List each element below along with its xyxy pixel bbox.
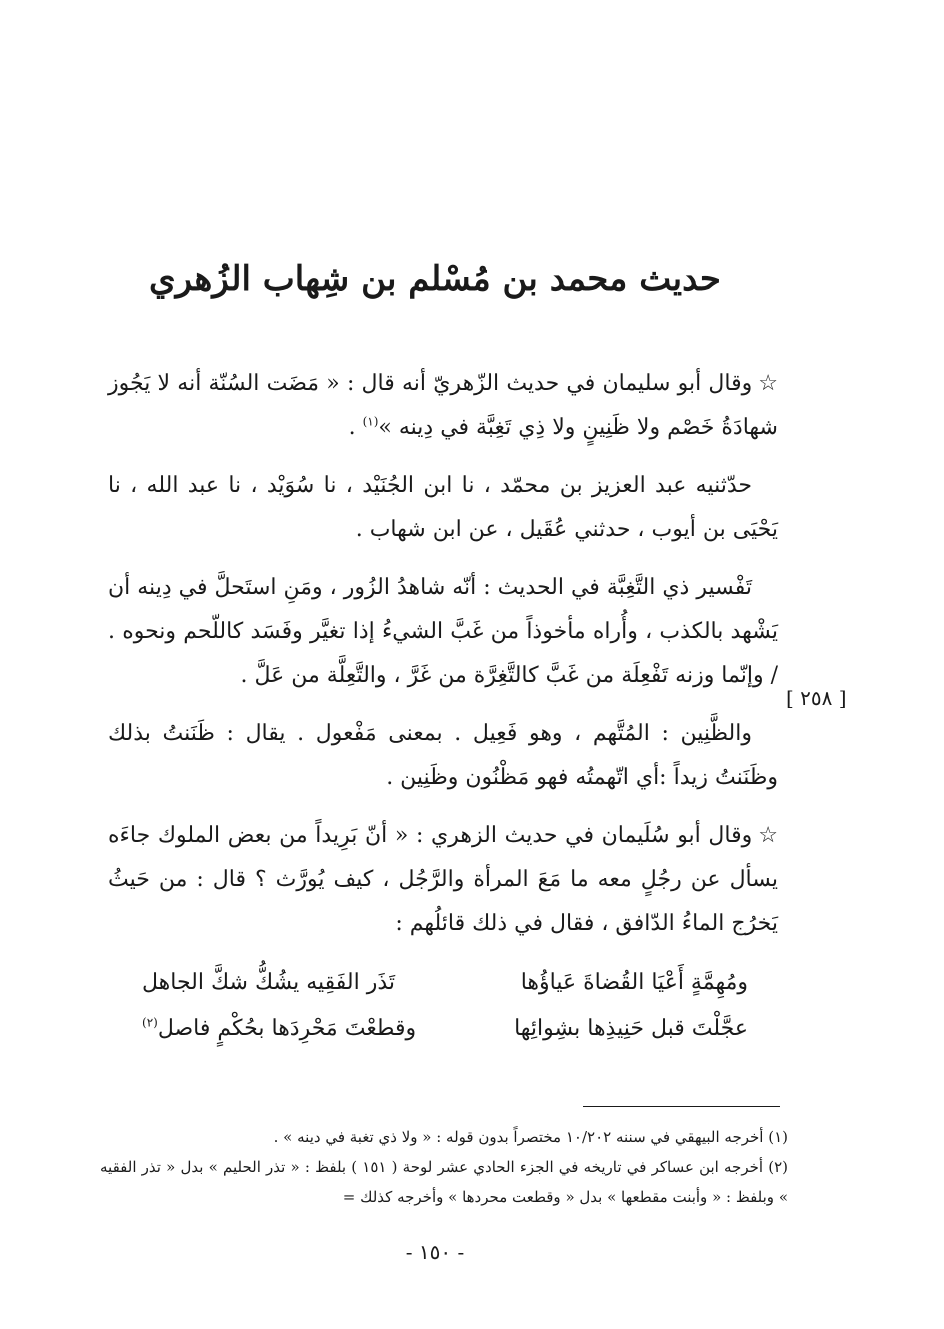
poem-verse-1: [108, 960, 778, 1006]
verse-2-second-hemistich: [142, 1006, 416, 1052]
verse-1-second-hemistich: تَذَر الفَقِيه يشُكُّ شكَّ الجاهل: [142, 970, 396, 995]
paragraph-3: تَفْسير ذي التَّغِبَّة في الحديث : أنّه شاهدُ الزُور ، ومَنِ استَحلَّ في دِينه أن يَشْهد بالكذب ، وأُراه مأخوذاً من غَبَّ الشيءُ إذا تغيَّر وفَسَد كاللّحم ونحوه . / وإنّما وزنه تَفْعِلَة من غَبَّ كالتَّغِرَّة من غَرَّ ، والتَّعِلَّة من عَلَّ .: [108, 575, 778, 688]
paragraph-1-text: وقال أبو سليمان في حديث الزّهريّ أنه قال : « مَضَت السُنّة أنه لا يَجُوز شهادَةُ خَصْم ولا ظَنِينٍ ولا ذِي تَغِبَّة في دِينه »: [108, 371, 778, 440]
poem-verse-2: [108, 1006, 778, 1052]
paragraph-1-end: .: [348, 415, 363, 440]
manuscript-folio-marker: [ ٢٥٨ ]: [786, 686, 847, 710]
paragraph-4: والظَّنِين : المُتَّهم ، وهو فَعِيل . بمعنى مَفْعول . يقال : ظَنَنتُ بذلك وظَنَنتُ زيداً :أي اتّهمتُه فهو مَظْنُون وظَنِين .: [108, 721, 778, 790]
star-icon: ☆: [758, 371, 778, 396]
paragraph-1: [108, 362, 778, 450]
page-number: - ١٥٠ -: [405, 1240, 465, 1264]
paragraph-5: [108, 814, 778, 946]
star-icon: ☆: [758, 823, 778, 848]
footnotes: [100, 1122, 788, 1212]
chapter-title: حديث محمد بن مُسْلم بن شِهاب الزُهري: [149, 258, 721, 299]
footnote-1: (١) أخرجه البيهقي في سننه ١٠/٢٠٢ مختصراً بدون قوله : « ولا ذي تغبة في دينه » .: [273, 1128, 788, 1146]
verse-2-second-hemistich-text: وقطعْتَ مَحْرِدَها بحُكْمٍ فاصل: [157, 1016, 417, 1041]
footnote-2: (٢) أخرجه ابن عساكر في تاريخه في الجزء الحادي عشر لوحة ( ١٥١ ) بلفظ : « تذر الحليم » بدل « تذر الفقيه » وبلفظ : « وأبنت مقطعها » بدل « وقطعت محردها » وأخرجه كذلك =: [100, 1158, 788, 1206]
verse-1-first-hemistich: ومُهِمَّةٍ أَعْيَا القُضاةَ عَياؤُها: [520, 970, 748, 995]
paragraph-2: حدّثنيه عبد العزيز بن محمّد ، نا ابن الجُنَيْد ، نا سُوَيْد ، نا عبد الله ، نا يَحْيَى بن أيوب ، حدثني عُقَيل ، عن ابن شهاب .: [108, 473, 778, 542]
footnote-ref-1: (١): [362, 414, 379, 429]
footnote-divider: [583, 1106, 780, 1107]
footnote-ref-2: (٢): [142, 1015, 158, 1030]
verse-2-first-hemistich: عجَّلْتَ قبل حَنِيذِها بشِوائِها: [514, 1016, 748, 1041]
paragraph-5-text: وقال أبو سُلَيمان في حديث الزهري : « أنّ بَرِيداً من بعض الملوك جاءَه يسأل عن رجُلٍ معه ما مَعَ المرأة والرَّجُل ، كيف يُورَّث ؟ قال : من حَيثُ يَخرُج الماءُ الدّافق ، فقال في ذلك قائلُهم :: [108, 823, 778, 936]
main-text: [108, 362, 778, 1052]
poem: [108, 960, 778, 1052]
